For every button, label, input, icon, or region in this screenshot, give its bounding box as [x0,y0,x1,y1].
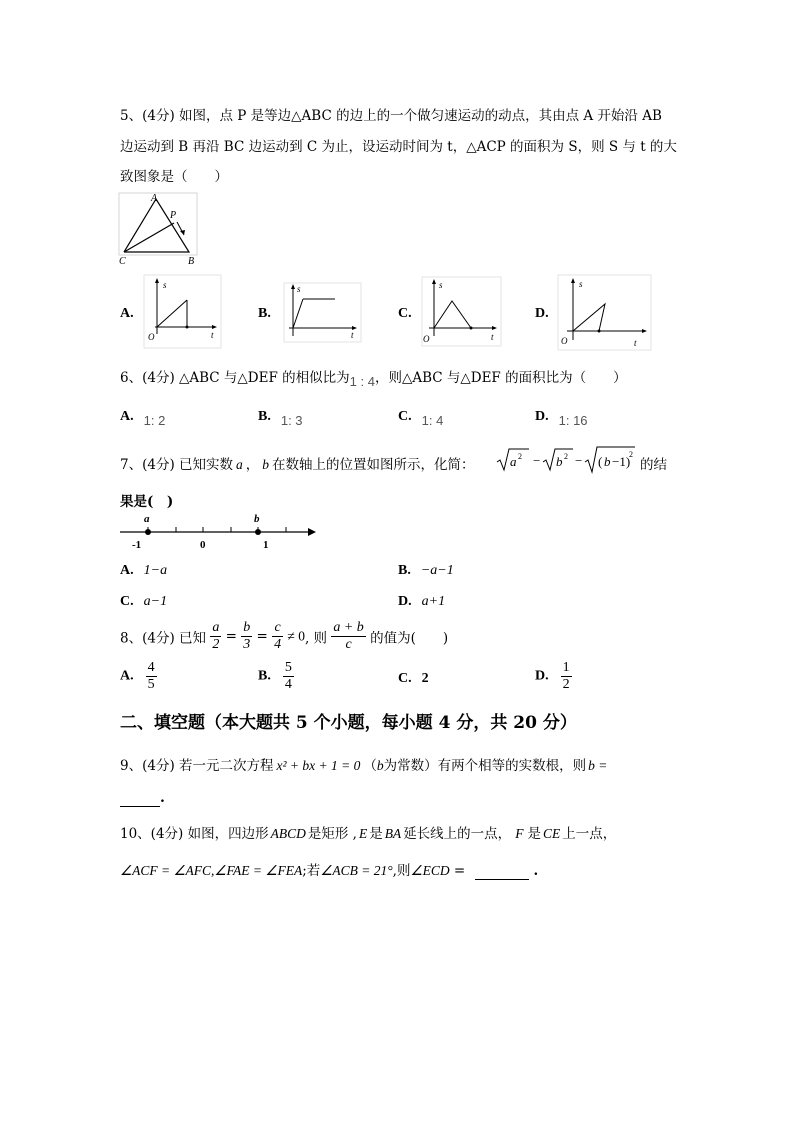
q5-line3: 致图象是（ ） [120,169,228,185]
q6-prefix: 6、(4分) △ABC 与△DEF 的相似比为 [120,370,350,386]
graph-b-t-label: t [351,330,354,340]
q10-stem-line2: ∠ACF = ∠AFC,∠FAE = ∠FEA;若∠ACB = 21°,则∠ECD = . [120,863,539,879]
q5-graph-a[interactable] [143,274,223,350]
q5-graph-d[interactable] [557,274,653,352]
svg-text:−: − [533,453,541,468]
q8-option-c[interactable]: C. 2 [398,671,429,686]
svg-text:2: 2 [518,452,522,461]
q7-option-d[interactable]: D. a+1 [398,594,446,609]
svg-text:2: 2 [629,450,633,459]
graph-d-o-label: O [561,336,568,346]
graph-a-s-label: s [163,280,167,290]
q8-frac-c4: $\frac{c}{4}$ [274,620,282,652]
graph-d-s-label: s [579,279,583,289]
graph-b-s-label: s [297,284,301,294]
q6-ratio: 1 : 4 [349,374,375,389]
q8-frac-apb-c: $\frac{a + b}{c}$ [333,620,364,652]
svg-text:(: ( [598,454,603,469]
q6-stem [120,366,627,389]
label-b: B [188,256,195,266]
q7-stem-end: 的结 [640,457,667,473]
q7-radical-expression [495,444,637,474]
q5-graph-c[interactable] [421,276,503,348]
q6-suffix: ，则△ABC 与△DEF 的面积比为（ ） [374,370,627,386]
q5-line1: 5、(4分) 如图，点 P 是等边△ABC 的边上的一个做匀速运动的动点，其由点 A 开始沿 AB [120,108,662,124]
q9-answer-blank[interactable]: . [120,790,165,807]
q5-graph-b[interactable] [283,282,363,344]
label-a: A [151,193,158,204]
q10-stem-line1: 10、(4分) 如图，四边形 ABCD 是矩形 , E 是 BA 延长线上的一点， F 是 CE 上一点， [120,826,617,842]
q5-line2: 边运动到 B 再沿 BC 边运动到 C 为止，设运动时间为 t，△ACP 的面积为 S，则 S 与 t 的大 [120,139,677,155]
section-2-heading: 二、填空题（本大题共 5 个小题，每小题 4 分，共 20 分） [120,713,577,733]
q8-frac-b3: $\frac{b}{3}$ [243,620,251,652]
graph-a-o-label: O [148,332,155,342]
q9-stem: 9、(4分) 若一元二次方程 x² + bx + 1 = 0 （b为常数）有两个相等的实数根，则 b = [120,758,608,774]
svg-text:−: − [575,453,583,468]
svg-text:2: 2 [564,452,568,461]
q8-frac-a2: $\frac{a}{2}$ [212,620,220,652]
q7-number-line [118,510,318,552]
q10-answer-blank[interactable] [475,863,529,880]
q8-option-b[interactable]: B. $\frac{5}{4}$ [258,660,292,692]
label-p: P [170,210,177,221]
graph-c-s-label: s [439,280,443,290]
q5-option-c-label: C. [398,306,412,321]
q6-option-d[interactable]: D. 1: 16 [535,409,588,428]
q7-stem-line2: 果是( ) [120,494,174,510]
graph-d-t-label: t [634,338,637,348]
numberline-b: b [254,513,260,525]
q8-option-d[interactable]: D. $\frac{1}{2}$ [535,660,570,692]
graph-a-t-label: t [211,330,214,340]
numberline-zero: 0 [200,539,206,551]
svg-text:b: b [604,454,611,469]
numberline-minus-one: -1 [132,539,142,551]
triangle-abc-figure [118,192,200,266]
svg-text:b: b [556,454,563,469]
q7-option-c[interactable]: C. a−1 [120,594,168,609]
q6-option-a[interactable]: A. 1: 2 [120,409,166,428]
q8-stem: 8、(4分) 已知 $\frac{a}{2}$ = $\frac{b}{3}$ = $\frac{c}{4}$ ≠ 0, 则 $\frac{a + b}{c}$ 的值为( ) [120,620,449,652]
q7-stem-line1: 7、(4分) 已知实数 a ， b 在数轴上的位置如图所示，化简： [120,457,475,473]
graph-c-o-label: O [423,334,430,344]
q7-option-b[interactable]: B. −a−1 [398,563,454,578]
svg-text:−1): −1) [612,454,631,469]
q5-option-b-label: B. [258,306,271,321]
label-c: C [119,256,126,266]
numberline-one: 1 [263,539,269,551]
q5-option-a-label: A. [120,306,134,321]
graph-c-t-label: t [491,332,494,342]
q7-option-a[interactable]: A. 1−a [120,563,168,578]
svg-text:a: a [510,454,517,469]
q8-option-a[interactable]: A. $\frac{4}{5}$ [120,660,155,692]
numberline-a: a [144,513,150,525]
q6-option-c[interactable]: C. 1: 4 [398,409,444,428]
q6-option-b[interactable]: B. 1: 3 [258,409,303,428]
q5-option-d-label: D. [535,306,549,321]
